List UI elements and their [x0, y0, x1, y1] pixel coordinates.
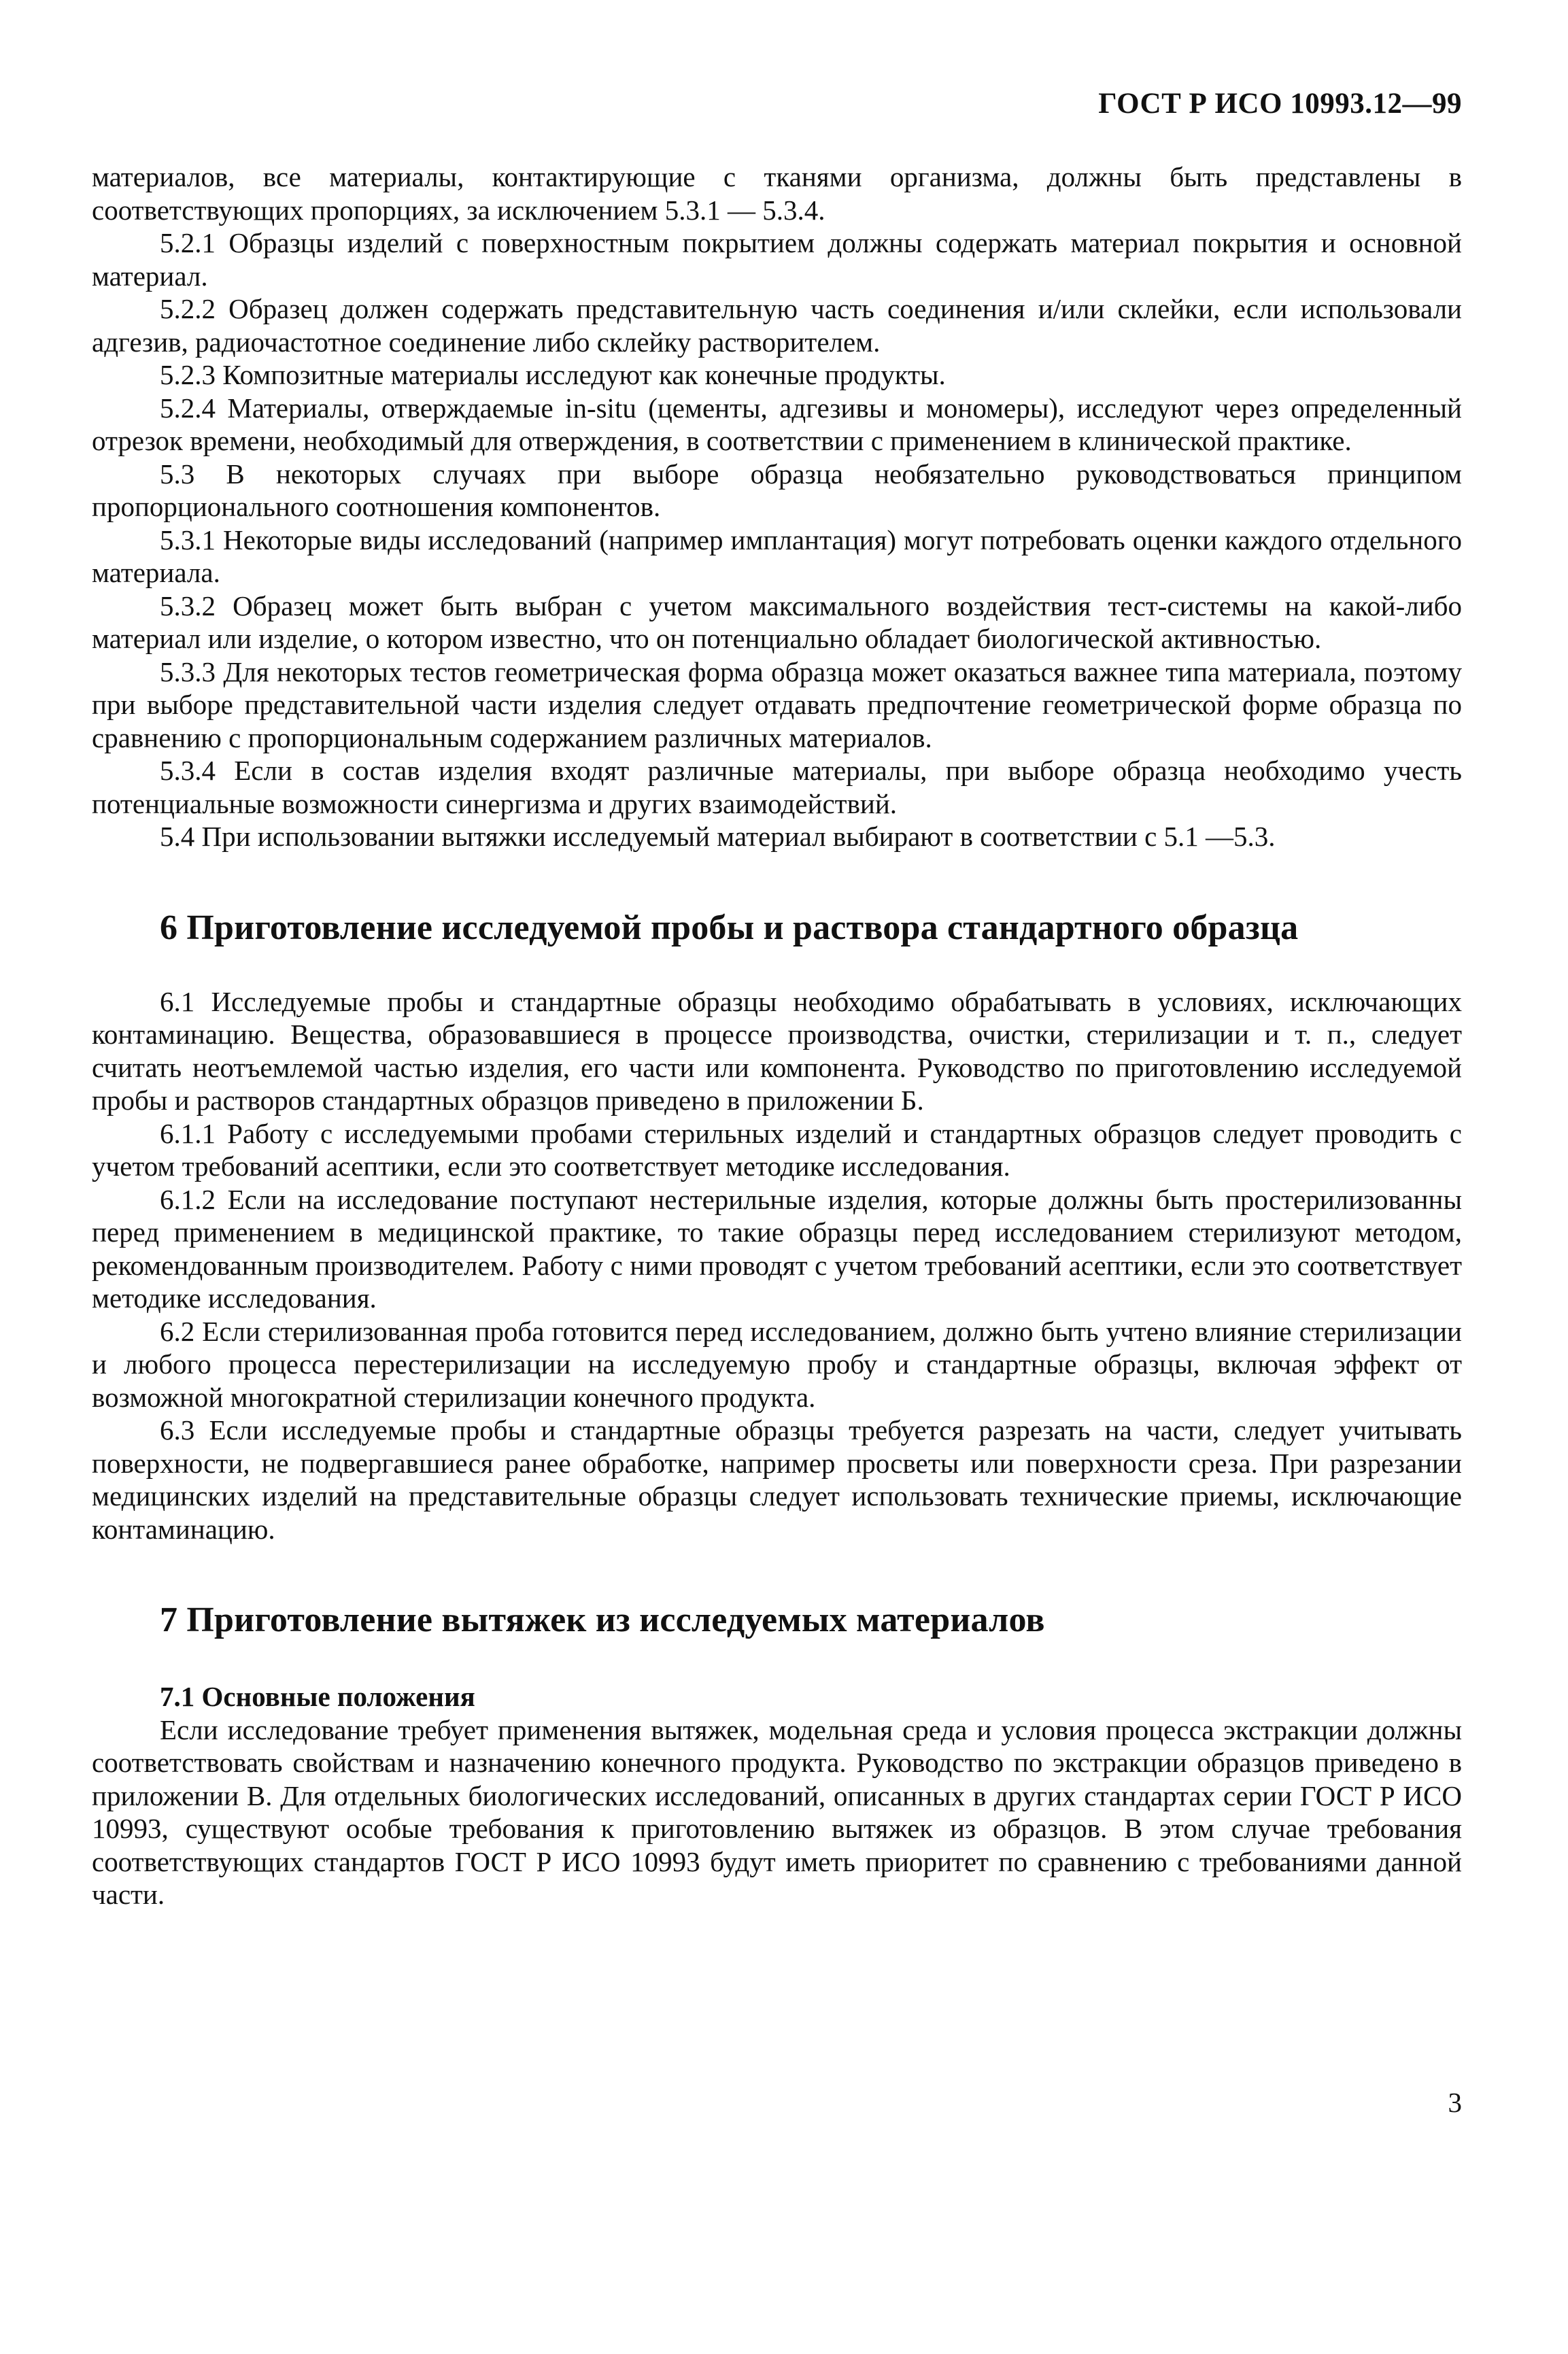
- paragraph-5-3-2: 5.3.2 Образец может быть выбран с учетом максимального воздействия тест-системы на какой-либо материал или изделие, о котором известно, что он потенциально обладает биологической активностью.: [92, 590, 1462, 654]
- paragraph-6-2: 6.2 Если стерилизованная проба готовится перед исследованием, должно быть учтено влияние стерилизации и любого процесса перестерилизации на исследуемую пробу и стандартные образцы, включая эффект от возможной многократной стерилизации конечного продукта.: [92, 1315, 1462, 1413]
- spacer: [92, 1641, 1462, 1680]
- section-7-heading: 7 Приготовление вытяжек из исследуемых материалов: [160, 1601, 1045, 1639]
- spacer: [92, 1546, 1462, 1600]
- paragraph-5-3-3: 5.3.3 Для некоторых тестов геометрическая форма образца может оказаться важнее типа материала, поэтому при выборе представительной части изделия следует отдавать предпочтение геометрической форме образца по сравнению с пропорциональным содержанием различных материалов.: [92, 655, 1462, 753]
- paragraph-5-3-4: 5.3.4 Если в состав изделия входят различные материалы, при выборе образца необходимо учесть потенциальные возможности синергизма и других взаимодействий.: [92, 755, 1462, 819]
- paragraph-5-2-3: 5.2.3 Композитные материалы исследуют как конечные продукты.: [160, 359, 946, 390]
- document-header: ГОСТ Р ИСО 10993.12—99: [1098, 88, 1462, 120]
- paragraph-6-3: 6.3 Если исследуемые пробы и стандартные образцы требуется разрезать на части, следует учитывать поверхности, не подвергавшиеся ранее обработке, например просветы или поверхности среза. При разрезании медицинских изделий на представительные образцы следует использовать технические приемы, исключающие контаминацию.: [92, 1414, 1462, 1545]
- spacer: [92, 853, 1462, 908]
- paragraph-5-2-4: 5.2.4 Материалы, отверждаемые in-situ (цементы, адгезивы и мономеры), исследуют через определенный отрезок времени, необходимый для отверждения, в соответствии с применением в клинической практике.: [92, 392, 1462, 456]
- section-7-1-heading: 7.1 Основные положения: [160, 1681, 475, 1712]
- paragraph-5-3: 5.3 В некоторых случаях при выборе образца необязательно руководствоваться принципом пропорционального соотношения компонентов.: [92, 458, 1462, 522]
- paragraph-6-1-2: 6.1.2 Если на исследование поступают нестерильные изделия, которые должны быть простерилизованны перед применением в медицинской практике, то такие образцы перед исследованием стерилизуют методом, рекомендованным производителем. Работу с ними проводят с учетом требований асептики, если это соответствует методике исследования.: [92, 1183, 1462, 1314]
- paragraph-6-1: 6.1 Исследуемые пробы и стандартные образцы необходимо обрабатывать в условиях, исключающих контаминацию. Вещества, образовавшиеся в процессе производства, очистки, стерилизации и т. п., следует считать неотъемлемой частью изделия, его части или компонента. Руководство по приготовлению исследуемой пробы и растворов стандартных образцов приведено в приложении Б.: [92, 985, 1462, 1116]
- paragraph-6-1-1: 6.1.1 Работу с исследуемыми пробами стерильных изделий и стандартных образцов следует проводить с учетом требований асептики, если это соответствует методике исследования.: [92, 1117, 1462, 1182]
- section-6-heading: 6 Приготовление исследуемой пробы и раствора стандартного образца: [160, 908, 1299, 947]
- paragraph-continuation: материалов, все материалы, контактирующие с тканями организма, должны быть представлены в соответствующих пропорциях, за исключением 5.3.1 — 5.3.4.: [92, 161, 1462, 226]
- paragraph-5-3-1: 5.3.1 Некоторые виды исследований (например имплантация) могут потребовать оценки каждого отдельного материала.: [92, 524, 1462, 588]
- spacer: [92, 949, 1462, 985]
- paragraph-7-1: Если исследование требует применения вытяжек, модельная среда и условия процесса экстракции должны соответствовать свойствам и назначению конечного продукта. Руководство по экстракции образцов приведено в приложении В. Для отдельных биологических исследований, описанных в других стандартах серии ГОСТ Р ИСО 10993, существуют особые требования к приготовлению вытяжек из образцов. В этом случае требования соответствующих стандартов ГОСТ Р ИСО 10993 будут иметь приоритет по сравнению с требованиями данной части.: [92, 1713, 1462, 1910]
- page-number: 3: [1448, 2087, 1462, 2118]
- paragraph-5-4: 5.4 При использовании вытяжки исследуемый материал выбирают в соответствии с 5.1 —5.3.: [160, 821, 1276, 852]
- document-body: [92, 160, 1462, 1911]
- paragraph-5-2-2: 5.2.2 Образец должен содержать представительную часть соединения и/или склейки, если использовали адгезив, радиочастотное соединение либо склейку растворителем.: [92, 293, 1462, 358]
- paragraph-5-2-1: 5.2.1 Образцы изделий с поверхностным покрытием должны содержать материал покрытия и основной материал.: [92, 227, 1462, 292]
- document-page: [92, 0, 1462, 2354]
